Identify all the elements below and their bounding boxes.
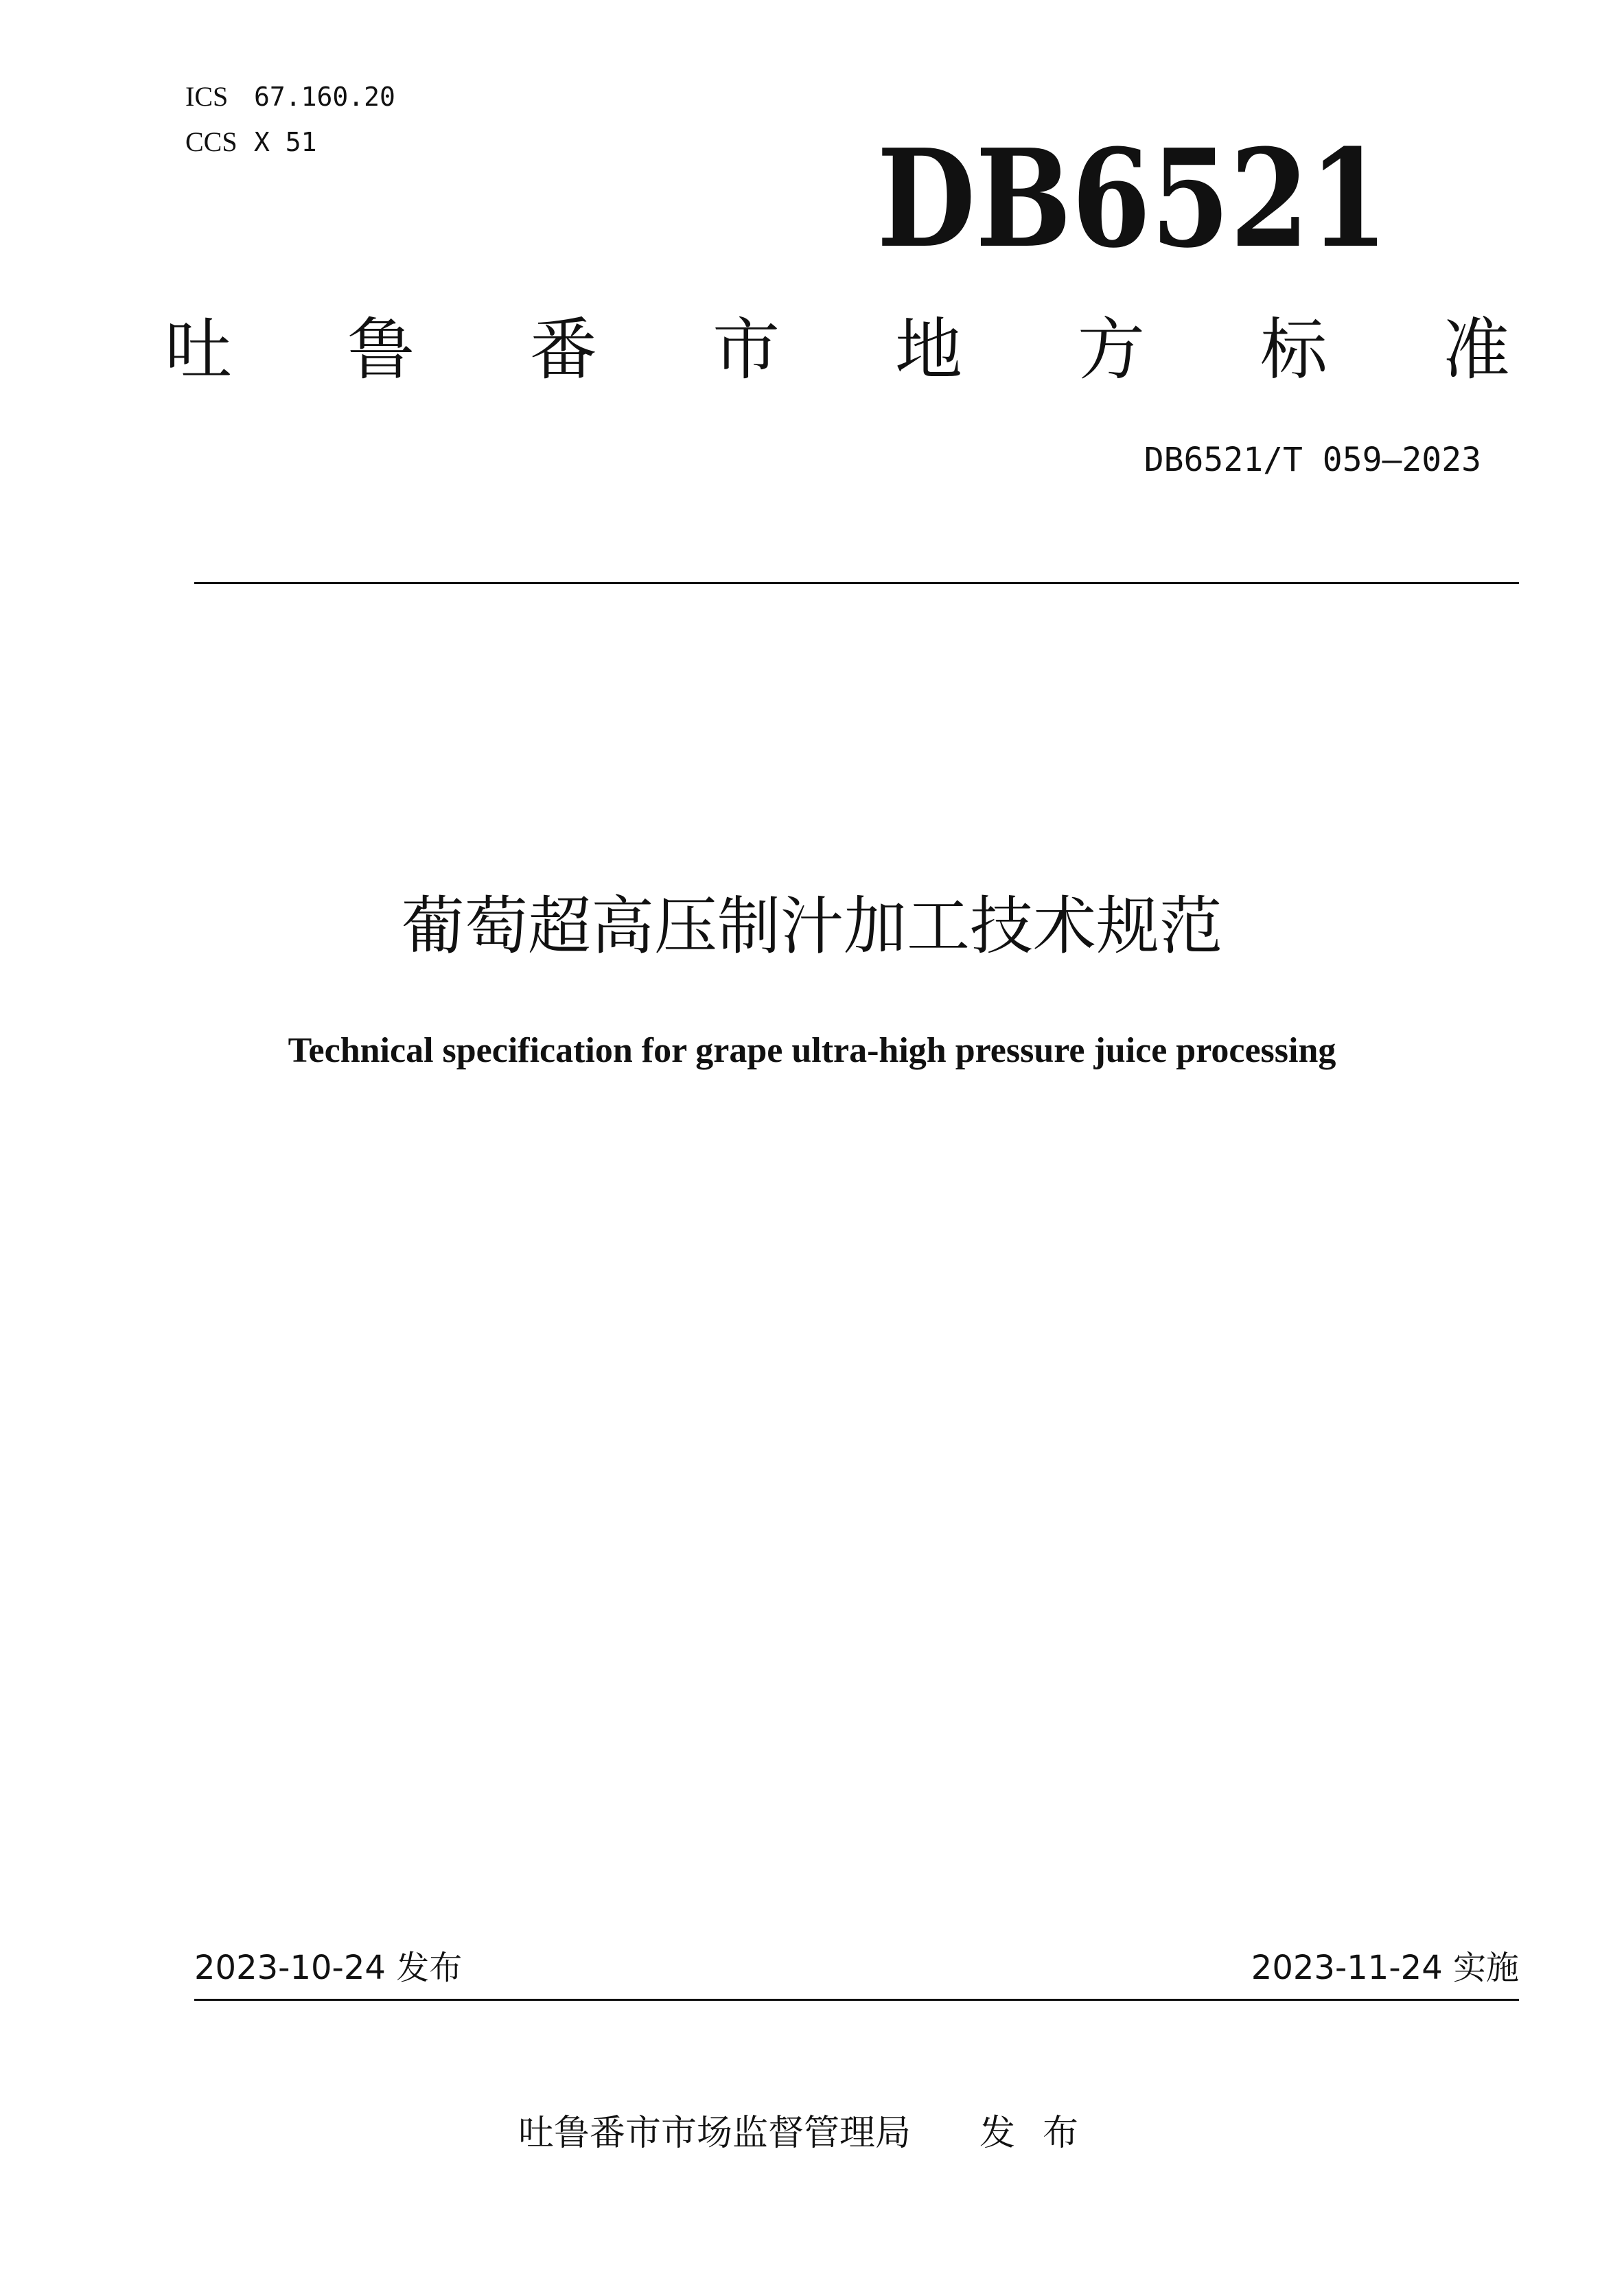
ics-value: 67.160.20 <box>254 82 395 112</box>
publisher-line <box>0 2106 1624 2161</box>
ccs-label: CCS <box>185 126 237 157</box>
standard-type-char: 地 <box>894 311 962 389</box>
document-title-chinese: 葡萄超高压制汁加工技术规范 <box>401 890 1222 963</box>
ics-row <box>185 74 395 119</box>
publish-date: 2023-10-24 发布 <box>194 1949 463 1987</box>
standard-type-char: 番 <box>529 311 597 389</box>
standard-type-char: 标 <box>1260 311 1327 389</box>
header-divider <box>194 582 1519 584</box>
ics-label: ICS <box>185 81 229 112</box>
standard-type-char: 吐 <box>165 311 233 389</box>
classification-codes <box>185 74 395 165</box>
publisher-name: 吐鲁番市市场监督管理局 <box>518 2113 911 2154</box>
db6521-logo-text: DB6521 <box>877 120 1389 278</box>
standard-type-heading <box>165 309 1510 391</box>
footer-divider <box>194 1999 1519 2001</box>
standard-number: DB6521/T 059—2023 <box>1144 441 1481 479</box>
date-row <box>194 1944 1519 1992</box>
standard-type-char: 市 <box>712 311 780 389</box>
document-title-english: Technical specification for grape ultra-high pressure juice processing <box>288 1031 1336 1070</box>
ccs-row <box>185 119 395 165</box>
publisher-action: 发布 <box>979 2113 1106 2154</box>
standard-type-char: 鲁 <box>347 311 415 389</box>
ccs-value: X 51 <box>254 127 317 157</box>
db6521-logo <box>872 120 1393 278</box>
standard-type-char: 准 <box>1442 311 1510 389</box>
implement-date: 2023-11-24 实施 <box>1251 1949 1519 1987</box>
standard-type-char: 方 <box>1077 311 1145 389</box>
